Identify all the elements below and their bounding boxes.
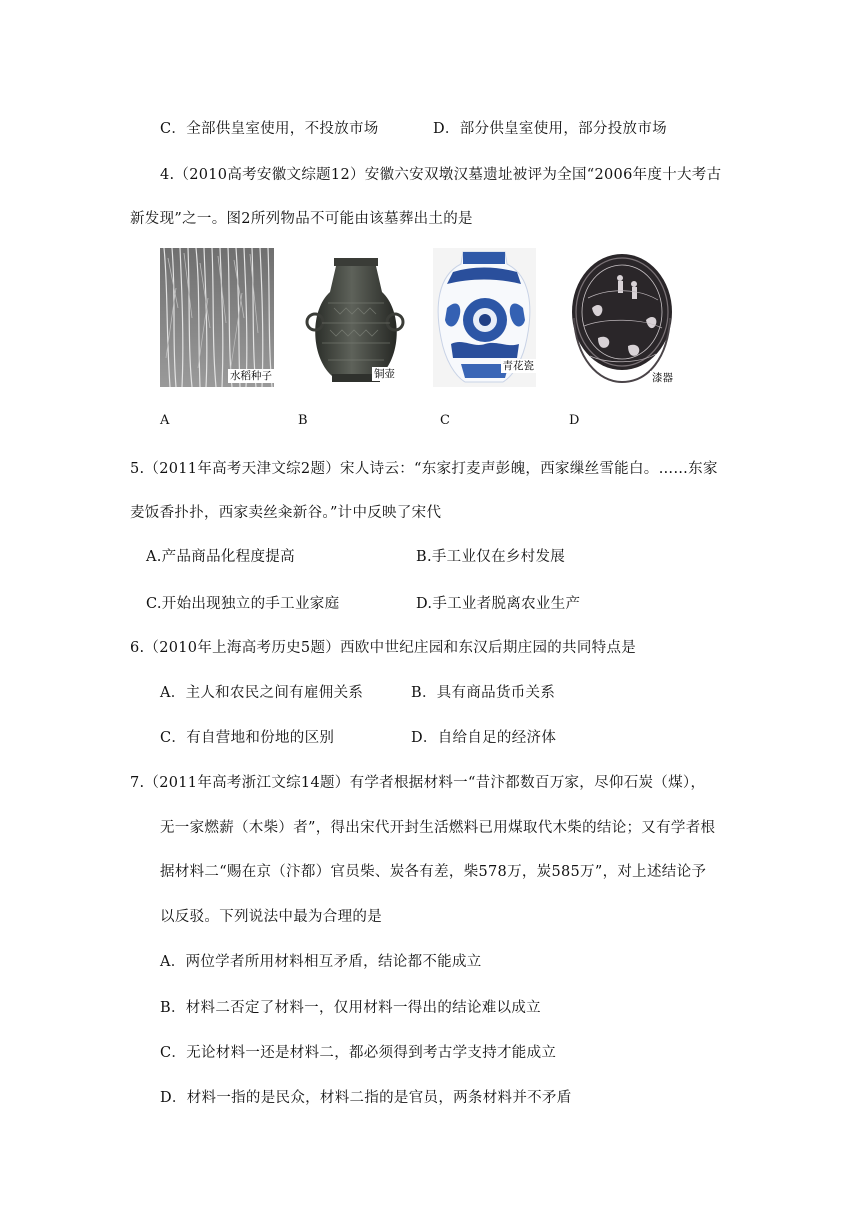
- rice-seeds-caption: 水稻种子: [230, 370, 272, 382]
- q6-option-a: A．主人和农民之间有雇佣关系: [160, 685, 364, 701]
- q7-stem-line4: 以反驳。下列说法中最为合理的是: [160, 909, 382, 925]
- q5-stem-line1: 5.（2011年高考天津文综2题）宋人诗云：“东家打麦声彭魄，西家缫丝雪能白。……东家: [130, 461, 718, 477]
- q6-option-b: B．具有商品货币关系: [411, 685, 556, 701]
- image-label-b: B: [298, 413, 308, 428]
- q7-option-d: D．材料一指的是民众，材料二指的是官员，两条材料并不矛盾: [160, 1090, 572, 1106]
- porcelain-caption: 青花瓷: [502, 360, 534, 372]
- q7-option-c: C．无论材料一还是材料二，都必须得到考古学支持才能成立: [160, 1045, 557, 1061]
- blue-white-porcelain-photo: [433, 248, 536, 387]
- image-label-c: C: [440, 413, 450, 428]
- q7-stem-line3: 据材料二“赐在京（汴都）官员柴、炭各有差，柴578万，炭585万”，对上述结论予: [160, 864, 707, 880]
- q6-option-d: D．自给自足的经济体: [411, 730, 557, 746]
- q5-stem-line2: 麦饭香扑扑，西家卖丝籴新谷。”计中反映了宋代: [130, 505, 442, 521]
- q6-option-c: C．有自营地和份地的区别: [160, 730, 335, 746]
- q3-option-c: C．全部供皇室使用，不投放市场: [160, 121, 379, 137]
- q7-stem-line2: 无一家燃薪（木柴）者”，得出宋代开封生活燃料已用煤取代木柴的结论；又有学者根: [160, 820, 716, 836]
- q6-stem: 6.（2010年上海高考历史5题）西欧中世纪庄园和东汉后期庄园的共同特点是: [130, 640, 637, 656]
- q5-option-c: C.开始出现独立的手工业家庭: [146, 596, 340, 612]
- q5-option-a: A.产品商品化程度提高: [146, 549, 295, 565]
- q7-option-b: B．材料二否定了材料一，仅用材料一得出的结论难以成立: [160, 1000, 541, 1016]
- rice-seeds-photo: [160, 248, 274, 387]
- bronze-pot-caption: 铜壶: [374, 368, 395, 380]
- q7-option-a: A．两位学者所用材料相互矛盾，结论都不能成立: [160, 954, 482, 970]
- q4-stem-line2: 新发现”之一。图2所列物品不可能由该墓葬出土的是: [130, 211, 473, 227]
- q4-stem-line1: 4.（2010高考安徽文综题12）安徽六安双墩汉墓遗址被评为全国“2006年度十大考古: [160, 167, 722, 183]
- q3-option-d: D．部分供皇室使用，部分投放市场: [433, 121, 667, 137]
- bronze-pot-photo: [298, 248, 412, 387]
- q5-option-d: D.手工业者脱离农业生产: [416, 596, 581, 612]
- q5-option-b: B.手工业仅在乡村发展: [416, 549, 566, 565]
- image-label-a: A: [160, 413, 170, 428]
- image-label-d: D: [569, 413, 580, 428]
- lacquerware-caption: 漆器: [652, 372, 673, 384]
- lacquerware-photo: [568, 248, 676, 387]
- q7-stem-line1: 7.（2011年高考浙江文综14题）有学者根据材料一“昔汴都数百万家，尽仰石炭（煤），: [130, 775, 706, 791]
